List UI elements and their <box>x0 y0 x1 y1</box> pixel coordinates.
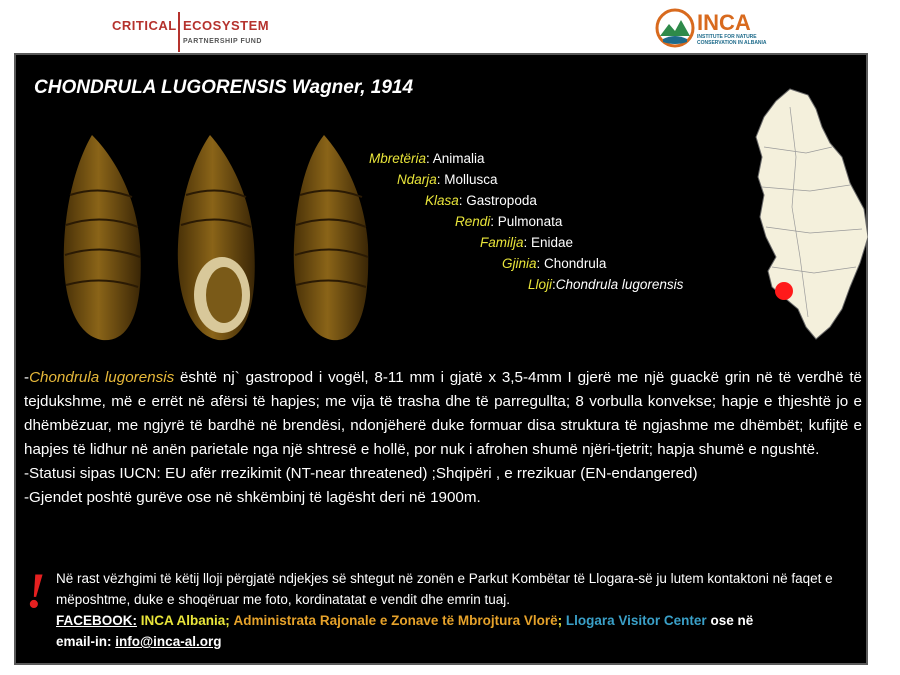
species-name-inline: Chondrula lugorensis <box>29 369 175 386</box>
inca-emblem-icon <box>655 8 695 48</box>
cepf-divider <box>178 12 180 52</box>
location-marker <box>775 282 793 300</box>
taxon-family: Familja: Enidae <box>480 235 574 250</box>
description-morphology: -Chondrula lugorensis është nj` gastropod i vogël, 8-11 mm i gjatë x 3,5-4mm I gjerë me një guackë grin në të verdhë të tejdukshme, më e errët në afërsi të hapjes; me vija të trasha dhe të parregullta; 8 vorbulla konvekse; hapje e thjeshtë jo e dhëmbëzuar, me ngjyrë të bardhë në brendësi, ndonjëherë duke formuar disa struktura të ngjashme me dhëmbët; kufijtë e hapjes të lidhur në anën parietale nga një shtresë e hollë, por nuk i afrohen shumë njëri-tjetrit; hapja shumë e ngushtë. <box>24 369 862 458</box>
taxon-order: Rendi: Pulmonata <box>455 214 563 229</box>
alert-exclamation: ! <box>26 562 46 618</box>
species-panel <box>14 53 868 665</box>
cepf-word-ecosystem: ECOSYSTEM <box>183 18 270 33</box>
cepf-word-critical: CRITICAL <box>112 18 177 33</box>
email-link[interactable]: info@inca-al.org <box>115 634 222 649</box>
inca-title: INCA <box>697 10 751 35</box>
email-label: email-in: <box>56 634 112 649</box>
inca-albania-link[interactable]: INCA Albania <box>140 613 226 628</box>
shell-view-3 <box>294 135 368 340</box>
shell-view-1 <box>64 135 141 340</box>
species-description <box>24 366 862 510</box>
taxon-kingdom: Mbretëria: Animalia <box>369 151 485 166</box>
taxon-genus: Gjinia: Chondrula <box>502 256 607 271</box>
species-title: CHONDRULA LUGORENSIS Wagner, 1914 <box>34 77 414 98</box>
contact-note: Në rast vëzhgimi të këtij lloji përgjatë ndjekjes së shtegut në zonën e Parkut Kombëtar të Llogara-së ju lutem kontaktoni në faqet e mëposhtme, duke e shoqëruar me foto, kordinatatat e vendit dhe emrin tuaj. FACEBOOK: INCA Albania; Administrata Rajonale e Zonave të Mbrojtura Vlorë; Llogara Visitor Center ose në email-in: info@inca-al.org <box>56 571 833 649</box>
or-text: ose në <box>710 613 754 628</box>
inca-subtitle: INSTITUTE FOR NATURE CONSERVATION IN ALBANIA <box>697 34 767 46</box>
facebook-label: FACEBOOK: <box>56 613 137 628</box>
albania-map <box>750 87 868 342</box>
admin-vlore-link[interactable]: Administrata Rajonale e Zonave të Mbrojtura Vlorë <box>233 613 558 628</box>
cepf-word-fund: PARTNERSHIP FUND <box>183 38 262 45</box>
taxon-class: Klasa: Gastropoda <box>425 193 537 208</box>
llogara-visitor-link[interactable]: Llogara Visitor Center <box>565 613 707 628</box>
description-status: -Statusi sipas IUCN: EU afër rrezikimit (NT-near threatened) ;Shqipëri , e rrezikuar (EN-endangered) <box>24 465 698 482</box>
shell-view-2 <box>178 135 255 340</box>
inca-logo <box>655 6 775 50</box>
shell-photos <box>40 135 370 343</box>
description-habitat: -Gjendet poshtë gurëve ose në shkëmbinj të lagësht deri në 1900m. <box>24 489 481 506</box>
contact-note-text: Në rast vëzhgimi të këtij lloji përgjatë ndjekjes së shtegut në zonën e Parkut Kombëtar të Llogara-së ju lutem kontaktoni në faqet e mëposhtme, duke e shoqëruar me foto, kordinatatat e vendit dhe emrin tuaj. <box>56 571 833 607</box>
cepf-logo <box>112 12 270 52</box>
taxon-phylum: Ndarja: Mollusca <box>397 172 498 187</box>
taxon-species: Lloji:Chondrula lugorensis <box>528 277 684 292</box>
